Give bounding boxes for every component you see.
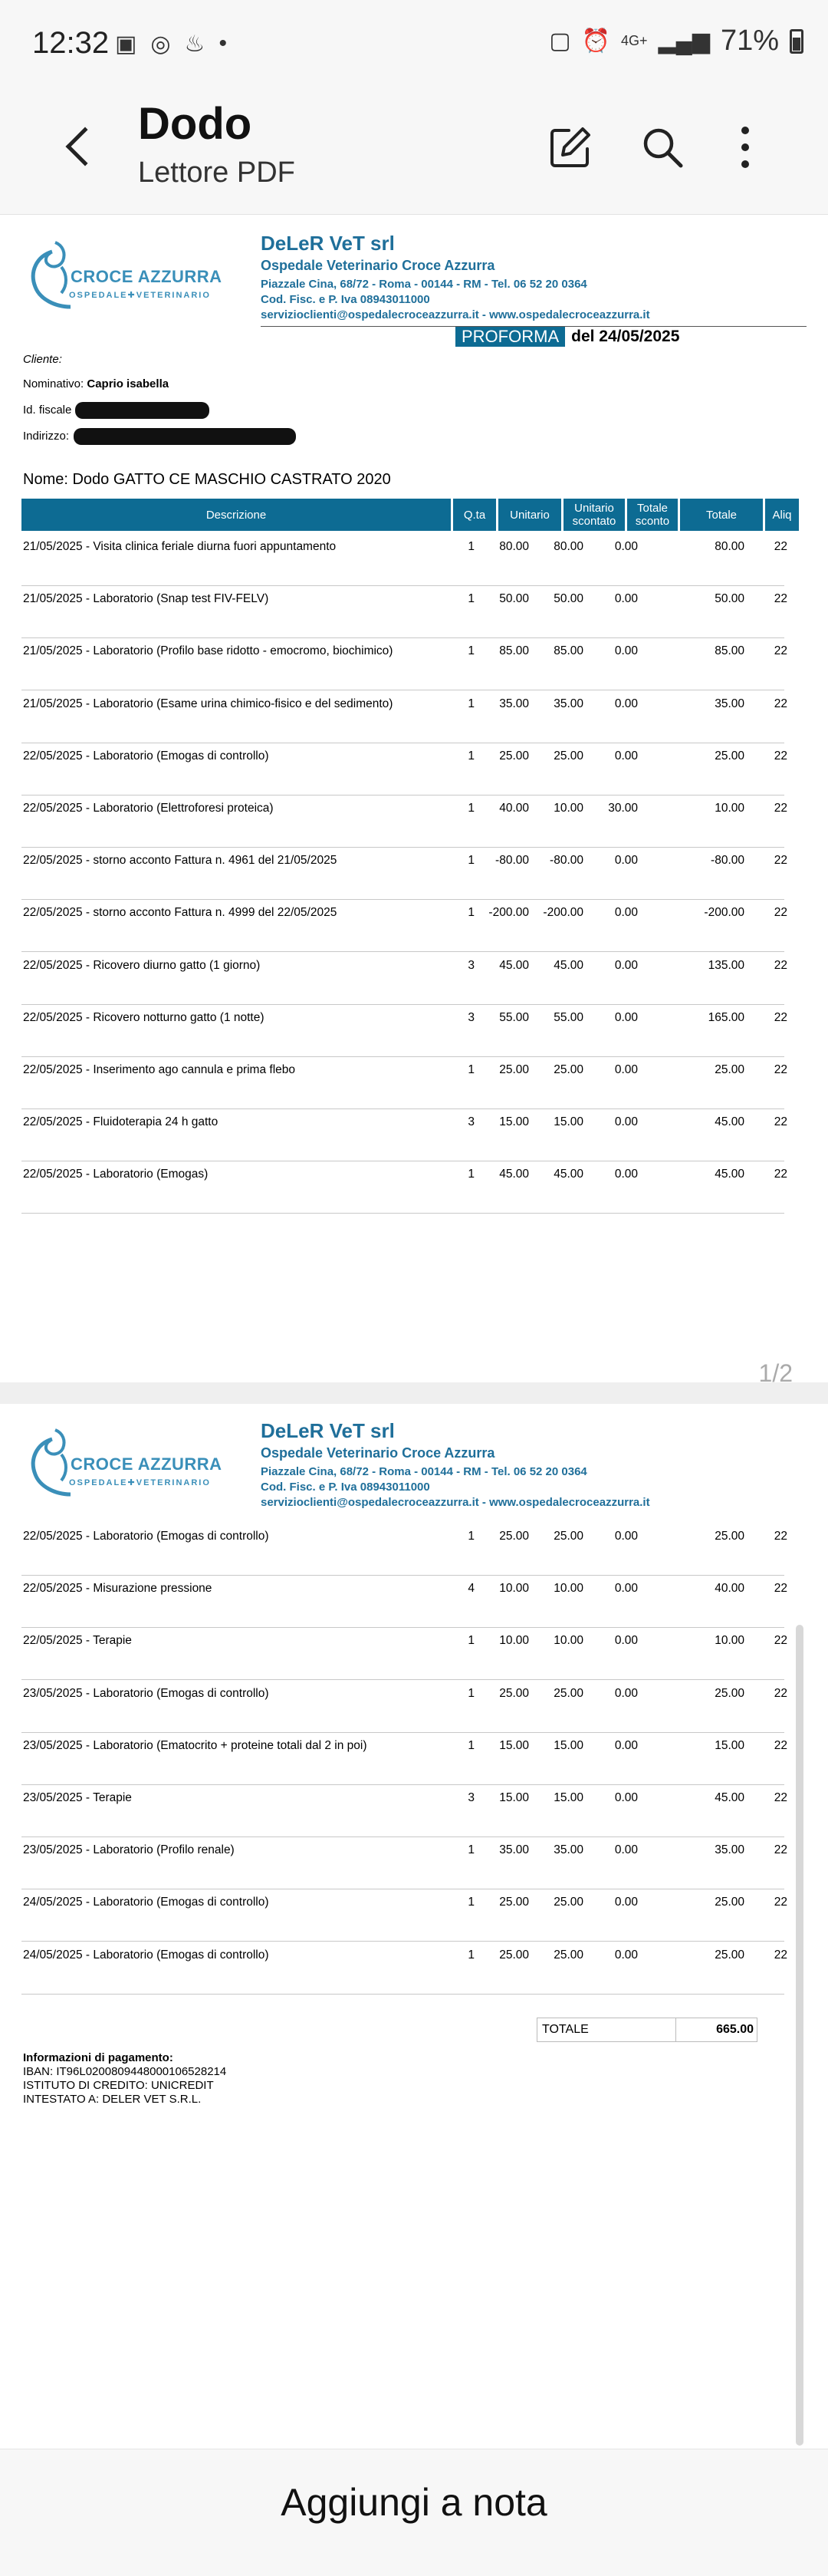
table-row (21, 1889, 787, 1942)
cell-un: 45.00 (499, 1168, 529, 1181)
proforma-badge: PROFORMA (455, 327, 565, 347)
cell-desc: 23/05/2025 - Laboratorio (Ematocrito + proteine totali dal 2 in poi) (23, 1738, 367, 1752)
cell-uns: 15.00 (554, 1115, 583, 1129)
cell-tot: 35.00 (715, 1843, 744, 1857)
cell-aliq: 22 (774, 1010, 787, 1024)
company-address: Piazzale Cina, 68/72 - Roma - 00144 - RM - Tel. 06 52 20 0364 (261, 278, 587, 291)
table-row (21, 743, 787, 796)
cell-tsc: 30.00 (608, 802, 638, 815)
cell-tsc: 0.00 (614, 1634, 638, 1648)
page-gap (0, 1382, 828, 1404)
cell-un: 40.00 (499, 802, 529, 815)
cell-tsc: 0.00 (614, 1896, 638, 1909)
cell-desc: 23/05/2025 - Laboratorio (Profilo renale) (23, 1843, 235, 1857)
cell-qta: 1 (468, 540, 475, 553)
cell-qta: 1 (468, 1738, 475, 1752)
table-row (21, 1785, 787, 1837)
cell-aliq: 22 (774, 592, 787, 606)
cell-uns: 25.00 (554, 1063, 583, 1076)
header-unitario-scontato: Unitario scontato (564, 499, 625, 531)
cell-qta: 1 (468, 854, 475, 868)
table-row (21, 1109, 787, 1161)
cell-uns: 15.00 (554, 1791, 583, 1804)
cell-un: 25.00 (499, 1686, 529, 1700)
table-row (21, 1733, 787, 1785)
proforma-date: del 24/05/2025 (571, 328, 680, 345)
cell-uns: 45.00 (554, 958, 583, 972)
cell-aliq: 22 (774, 1896, 787, 1909)
cell-un: 80.00 (499, 540, 529, 553)
nominativo-value: Caprio isabella (87, 377, 169, 390)
back-arrow-icon (66, 127, 105, 166)
cell-qta: 1 (468, 697, 475, 710)
cell-desc: 21/05/2025 - Visita clinica feriale diurna fuori appuntamento (23, 540, 337, 553)
company-name: DeLeR VeT srl (261, 1419, 395, 1442)
cell-tsc: 0.00 (614, 1582, 638, 1596)
cell-tot: -80.00 (711, 854, 744, 868)
cell-un: 15.00 (499, 1738, 529, 1752)
table-row (21, 1942, 787, 1995)
cell-desc: 22/05/2025 - Laboratorio (Emogas di controllo) (23, 749, 269, 763)
status-bar (0, 0, 828, 84)
redaction-mark (75, 402, 209, 419)
cell-tot: -200.00 (704, 906, 744, 920)
cell-un: -200.00 (488, 906, 529, 920)
table-row (21, 1576, 787, 1628)
header-totale: Totale (680, 499, 763, 531)
cell-qta: 1 (468, 749, 475, 763)
cell-tot: 10.00 (715, 1634, 744, 1648)
cell-un: 85.00 (499, 644, 529, 658)
table-row (21, 848, 787, 900)
cell-tsc: 0.00 (614, 1168, 638, 1181)
cell-qta: 1 (468, 802, 475, 815)
cell-aliq: 22 (774, 1634, 787, 1648)
table-row (21, 1057, 787, 1109)
cell-desc: 22/05/2025 - Ricovero notturno gatto (1 notte) (23, 1010, 264, 1024)
cell-desc: 22/05/2025 - storno acconto Fattura n. 4999 del 22/05/2025 (23, 906, 337, 920)
header-qta: Q.ta (453, 499, 496, 531)
header-aliq: Aliq (765, 499, 799, 531)
cell-tot: 10.00 (715, 802, 744, 815)
cell-uns: 25.00 (554, 1896, 583, 1909)
cell-tsc: 0.00 (614, 1686, 638, 1700)
cell-aliq: 22 (774, 1738, 787, 1752)
cell-uns: 50.00 (554, 592, 583, 606)
battery-icon (790, 29, 803, 54)
cell-desc: 22/05/2025 - Laboratorio (Elettroforesi proteica) (23, 802, 274, 815)
cell-tot: 45.00 (715, 1115, 744, 1129)
cell-uns: 25.00 (554, 1948, 583, 1962)
cell-qta: 1 (468, 1948, 475, 1962)
redaction-mark (74, 428, 296, 445)
add-to-note-button[interactable]: Aggiungi a nota (281, 2481, 547, 2524)
cell-qta: 1 (468, 1896, 475, 1909)
client-label: Cliente: (23, 353, 62, 366)
cell-qta: 1 (468, 1634, 475, 1648)
cell-uns: -80.00 (550, 854, 583, 868)
id-fiscale-label: Id. fiscale (23, 404, 72, 417)
cell-tot: 25.00 (715, 749, 744, 763)
cell-tsc: 0.00 (614, 1843, 638, 1857)
cell-un: 10.00 (499, 1634, 529, 1648)
cell-desc: 21/05/2025 - Laboratorio (Profilo base ridotto - emocromo, biochimico) (23, 644, 393, 658)
table-row (21, 1005, 787, 1057)
logo-name: CROCE AZZURRA (71, 1454, 222, 1474)
cell-tsc: 0.00 (614, 1791, 638, 1804)
cell-uns: 15.00 (554, 1738, 583, 1752)
pdf-page-2 (0, 1404, 828, 2447)
cell-desc: 23/05/2025 - Terapie (23, 1791, 132, 1804)
dot-icon: • (219, 31, 227, 56)
cell-tot: 165.00 (708, 1010, 744, 1024)
cell-uns: 10.00 (554, 1582, 583, 1596)
table-row (21, 796, 787, 848)
cell-tot: 45.00 (715, 1168, 744, 1181)
payment-bank: ISTITUTO DI CREDITO: UNICREDIT (23, 2079, 214, 2092)
cell-qta: 1 (468, 1530, 475, 1543)
cell-un: 45.00 (499, 958, 529, 972)
cell-aliq: 22 (774, 697, 787, 710)
cell-qta: 1 (468, 1063, 475, 1076)
total-value: 665.00 (716, 2023, 754, 2036)
proforma-heading (455, 327, 679, 347)
cell-desc: 22/05/2025 - Fluidoterapia 24 h gatto (23, 1115, 219, 1129)
cell-tsc: 0.00 (614, 749, 638, 763)
cell-tot: 25.00 (715, 1686, 744, 1700)
total-label: TOTALE (542, 2023, 589, 2036)
cell-un: 15.00 (499, 1791, 529, 1804)
cell-qta: 1 (468, 592, 475, 606)
cell-aliq: 22 (774, 1530, 787, 1543)
status-left-icons (115, 31, 227, 58)
nominativo-label: Nominativo: (23, 377, 84, 390)
network-type-label: 4G+ (621, 33, 648, 48)
battery-saver-icon: ▢ (549, 28, 571, 54)
cell-desc: 22/05/2025 - Inserimento ago cannula e prima flebo (23, 1063, 296, 1076)
cell-aliq: 22 (774, 1843, 787, 1857)
company-address: Piazzale Cina, 68/72 - Roma - 00144 - RM - Tel. 06 52 20 0364 (261, 1465, 587, 1478)
cell-tot: 25.00 (715, 1948, 744, 1962)
app-subtitle: Lettore PDF (138, 156, 295, 189)
cell-tot: 50.00 (715, 592, 744, 606)
cell-uns: 35.00 (554, 697, 583, 710)
cell-uns: 45.00 (554, 1168, 583, 1181)
table-row (21, 691, 787, 743)
cell-aliq: 22 (774, 644, 787, 658)
cell-qta: 3 (468, 1010, 475, 1024)
cell-un: 10.00 (499, 1582, 529, 1596)
cell-tot: 135.00 (708, 958, 744, 972)
logo-subtitle: OSPEDALE✚VETERINARIO (69, 291, 211, 300)
cell-aliq: 22 (774, 1582, 787, 1596)
cell-tot: 25.00 (715, 1896, 744, 1909)
patient-name: Nome: Dodo GATTO CE MASCHIO CASTRATO 2020 (23, 471, 391, 488)
cell-uns: 25.00 (554, 1686, 583, 1700)
company-line-1: Ospedale Veterinario Croce Azzurra (261, 258, 495, 273)
table-row (21, 638, 787, 690)
client-name-row (23, 377, 169, 390)
letterhead (0, 1404, 828, 1519)
company-name: DeLeR VeT srl (261, 232, 395, 255)
cell-uns: 80.00 (554, 540, 583, 553)
cell-uns: 85.00 (554, 644, 583, 658)
cell-qta: 1 (468, 1168, 475, 1181)
gallery-icon: ▣ (115, 31, 137, 57)
status-right-icons (549, 25, 803, 58)
cell-aliq: 22 (774, 802, 787, 815)
cell-desc: 22/05/2025 - Laboratorio (Emogas) (23, 1168, 209, 1181)
cell-uns: 25.00 (554, 1530, 583, 1543)
app-bar (0, 84, 828, 215)
bottom-bar (0, 2449, 828, 2576)
letterhead (0, 216, 828, 331)
cell-tot: 25.00 (715, 1063, 744, 1076)
cell-qta: 3 (468, 1791, 475, 1804)
company-line-1: Ospedale Veterinario Croce Azzurra (261, 1445, 495, 1461)
cell-tsc: 0.00 (614, 1948, 638, 1962)
cell-desc: 22/05/2025 - Ricovero diurno gatto (1 giorno) (23, 958, 261, 972)
cell-qta: 1 (468, 906, 475, 920)
cell-qta: 3 (468, 1115, 475, 1129)
indirizzo-label: Indirizzo: (23, 430, 70, 443)
cell-aliq: 22 (774, 1686, 787, 1700)
alarm-icon: ⏰ (581, 28, 610, 54)
cell-desc: 22/05/2025 - Laboratorio (Emogas di controllo) (23, 1530, 269, 1543)
cell-tot: 15.00 (715, 1738, 744, 1752)
edit-button[interactable] (540, 117, 601, 178)
total-box (537, 2018, 757, 2042)
cell-un: 25.00 (499, 1896, 529, 1909)
notification-icon: ♨ (184, 31, 205, 57)
table-row (21, 900, 787, 952)
header-descrizione: Descrizione (21, 499, 451, 531)
cell-desc: 21/05/2025 - Laboratorio (Snap test FIV-FELV) (23, 592, 269, 606)
table-row (21, 1837, 787, 1889)
table-row (21, 953, 787, 1005)
cell-qta: 1 (468, 1843, 475, 1857)
back-button[interactable] (54, 112, 107, 181)
cell-qta: 3 (468, 958, 475, 972)
logo-subtitle: OSPEDALE✚VETERINARIO (69, 1478, 211, 1487)
cell-tot: 85.00 (715, 644, 744, 658)
cell-tsc: 0.00 (614, 697, 638, 710)
cell-desc: 22/05/2025 - Misurazione pressione (23, 1582, 212, 1596)
cell-desc: 24/05/2025 - Laboratorio (Emogas di controllo) (23, 1896, 269, 1909)
cell-qta: 4 (468, 1582, 475, 1596)
cell-un: 35.00 (499, 697, 529, 710)
cell-aliq: 22 (774, 906, 787, 920)
edit-icon (547, 124, 593, 170)
cell-uns: 10.00 (554, 1634, 583, 1648)
cell-un: 25.00 (499, 1063, 529, 1076)
table-row (21, 1161, 787, 1214)
cell-tsc: 0.00 (614, 1738, 638, 1752)
cell-aliq: 22 (774, 1791, 787, 1804)
company-contacts: servizioclienti@ospedalecroceazzurra.it - www.ospedalecroceazzurra.it (261, 308, 650, 321)
table-row (21, 1628, 787, 1680)
cell-tot: 80.00 (715, 540, 744, 553)
cell-tot: 40.00 (715, 1582, 744, 1596)
payment-iban: IBAN: IT96L0200809448000106528214 (23, 2065, 227, 2078)
company-tax-id: Cod. Fisc. e P. Iva 08943011000 (261, 1481, 430, 1494)
cell-aliq: 22 (774, 749, 787, 763)
page-indicator: 1/2 (758, 1359, 793, 1387)
cell-tot: 35.00 (715, 697, 744, 710)
cell-aliq: 22 (774, 958, 787, 972)
cell-uns: 10.00 (554, 802, 583, 815)
cell-un: -80.00 (495, 854, 529, 868)
table-row (21, 586, 787, 638)
cell-qta: 1 (468, 1686, 475, 1700)
search-icon (639, 124, 685, 170)
cell-uns: 55.00 (554, 1010, 583, 1024)
company-tax-id: Cod. Fisc. e P. Iva 08943011000 (261, 293, 430, 306)
pdf-page-1 (0, 216, 828, 1382)
cell-tsc: 0.00 (614, 540, 638, 553)
cell-tsc: 0.00 (614, 958, 638, 972)
cell-aliq: 22 (774, 854, 787, 868)
table-row (21, 1681, 787, 1733)
header-totale-sconto: Totale sconto (627, 499, 678, 531)
document-title: Dodo (138, 99, 252, 149)
cell-qta: 1 (468, 644, 475, 658)
logo-name: CROCE AZZURRA (71, 267, 222, 286)
total-separator (675, 2018, 676, 2041)
cell-aliq: 22 (774, 1115, 787, 1129)
cell-desc: 22/05/2025 - Terapie (23, 1634, 132, 1648)
cell-uns: 25.00 (554, 749, 583, 763)
header-unitario: Unitario (498, 499, 561, 531)
cell-un: 15.00 (499, 1115, 529, 1129)
payment-info (23, 2051, 226, 2107)
status-time: 12:32 (32, 26, 110, 60)
cell-aliq: 22 (774, 540, 787, 553)
table-header (21, 499, 799, 531)
battery-percent: 71% (720, 25, 779, 57)
cell-uns: 35.00 (554, 1843, 583, 1857)
cell-desc: 23/05/2025 - Laboratorio (Emogas di controllo) (23, 1686, 269, 1700)
cell-tot: 25.00 (715, 1530, 744, 1543)
cell-un: 25.00 (499, 1530, 529, 1543)
cell-tsc: 0.00 (614, 1063, 638, 1076)
table-row (21, 534, 787, 586)
cell-tsc: 0.00 (614, 592, 638, 606)
cell-aliq: 22 (774, 1063, 787, 1076)
cell-un: 35.00 (499, 1843, 529, 1857)
cell-tsc: 0.00 (614, 906, 638, 920)
more-options-button[interactable] (715, 117, 776, 178)
scrollbar[interactable] (796, 1625, 803, 2446)
cell-un: 50.00 (499, 592, 529, 606)
cell-tot: 45.00 (715, 1791, 744, 1804)
cell-aliq: 22 (774, 1948, 787, 1962)
cell-desc: 21/05/2025 - Laboratorio (Esame urina chimico-fisico e del sedimento) (23, 697, 393, 710)
more-vertical-icon (741, 127, 749, 168)
payment-heading: Informazioni di pagamento: (23, 2051, 173, 2064)
cell-un: 25.00 (499, 749, 529, 763)
whatsapp-icon: ◎ (150, 31, 171, 57)
signal-icon: ▂▄▆ (658, 28, 710, 54)
cell-un: 55.00 (499, 1010, 529, 1024)
search-button[interactable] (632, 117, 693, 178)
cell-tsc: 0.00 (614, 854, 638, 868)
cell-desc: 24/05/2025 - Laboratorio (Emogas di controllo) (23, 1948, 269, 1962)
table-row (21, 1524, 787, 1576)
cell-desc: 22/05/2025 - storno acconto Fattura n. 4961 del 21/05/2025 (23, 854, 337, 868)
payment-holder: INTESTATO A: DELER VET S.R.L. (23, 2093, 202, 2106)
cell-aliq: 22 (774, 1168, 787, 1181)
cell-tsc: 0.00 (614, 644, 638, 658)
cell-un: 25.00 (499, 1948, 529, 1962)
company-contacts: servizioclienti@ospedalecroceazzurra.it - www.ospedalecroceazzurra.it (261, 1496, 650, 1509)
cell-tsc: 0.00 (614, 1115, 638, 1129)
cell-tsc: 0.00 (614, 1010, 638, 1024)
cell-tsc: 0.00 (614, 1530, 638, 1543)
cell-uns: -200.00 (543, 906, 583, 920)
